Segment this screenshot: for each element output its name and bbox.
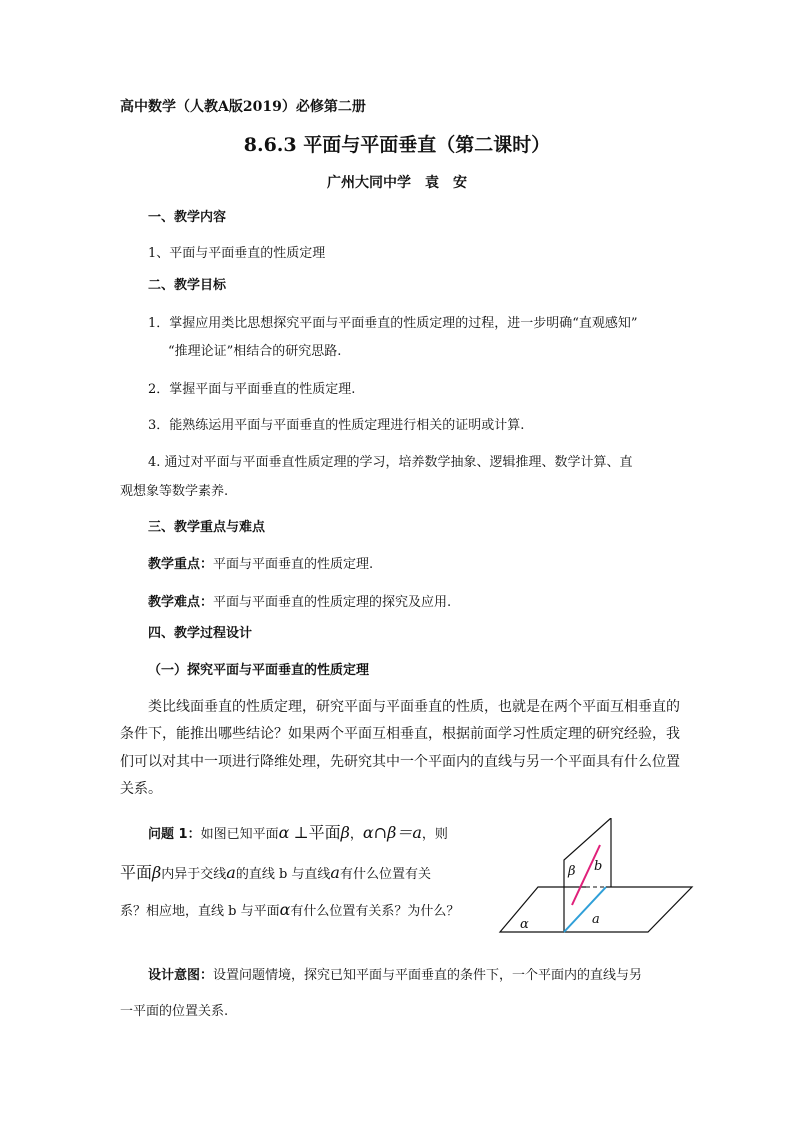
symbol-a-2: a (330, 863, 340, 882)
goal-1-line-1: 1．掌握应用类比思想探究平面与平面垂直的性质定理的过程，进一步明确“直观感知” (148, 316, 638, 331)
design-intent-line-2: 一平面的位置关系. (120, 1004, 229, 1019)
course-title: 高中数学（人教A版2019）必修第二册 (120, 99, 366, 115)
label-alpha: α (520, 917, 529, 932)
symbol-alpha-2: α (279, 900, 291, 919)
key-point-text: 平面与平面垂直的性质定理. (213, 557, 374, 572)
question-comma: ， (349, 827, 363, 842)
question-text-2c: 的直线 b 与直线 (235, 867, 331, 882)
goal-4-line-2: 观想象等数学素养. (120, 484, 229, 499)
key-point-line (148, 553, 373, 572)
section-heading-goals: 二、教学目标 (148, 278, 227, 293)
goal-1-line-2: “推理论证”相结合的研究思路. (168, 344, 342, 359)
question-text-2d: 有什么位置有关 (339, 867, 431, 882)
question-line-2 (120, 860, 431, 883)
document-title: 8.6.3 平面与平面垂直（第二课时） (243, 134, 551, 156)
goal-3: 3．能熟练运用平面与平面垂直的性质定理进行相关的证明或计算. (148, 418, 525, 433)
paragraph-line-3: 们可以对其中一项进行降维处理，先研究其中一个平面内的直线与另一个平面具有什么位置 (120, 754, 680, 770)
difficulty-label: 教学难点： (148, 595, 214, 610)
design-intent-label: 设计意图： (148, 968, 214, 983)
symbol-beta: β (340, 823, 350, 842)
key-point-label: 教学重点： (148, 557, 214, 572)
question-label: 问题 1： (148, 827, 201, 842)
perpendicular-planes-figure (498, 818, 698, 940)
question-text-1c: ，则 (421, 827, 448, 842)
section-heading-content: 一、教学内容 (148, 210, 227, 225)
goal-2: 2．掌握平面与平面垂直的性质定理. (148, 382, 356, 397)
symbol-perp: ⊥ (293, 823, 309, 842)
intersection-expression: α∩β＝a (362, 823, 422, 842)
design-intent-line-1 (148, 964, 642, 983)
question-line-3 (120, 900, 459, 919)
content-item-1: 1、平面与平面垂直的性质定理 (148, 246, 326, 261)
label-a: a (592, 912, 600, 927)
subsection-heading: （一）探究平面与平面垂直的性质定理 (148, 663, 370, 678)
design-intent-text-1: 设置问题情境，探究已知平面与平面垂直的条件下，一个平面内的直线与另 (213, 968, 643, 983)
goal-4-line-1: 4. 通过对平面与平面垂直性质定理的学习，培养数学抽象、逻辑推理、数学计算、直 (148, 455, 633, 470)
question-text-1b: 平面 (308, 823, 341, 842)
difficulty-line (148, 591, 451, 610)
paragraph-line-2: 条件下，能推出哪些结论？如果两个平面互相垂直，根据前面学习性质定理的研究经验，我 (120, 726, 680, 742)
paragraph-line-4: 关系。 (120, 781, 162, 797)
line-b (572, 845, 603, 905)
label-beta: β (568, 864, 576, 879)
label-b: b (594, 859, 603, 874)
question-text-2b: 内异于交线 (161, 867, 227, 882)
author-line: 广州大同中学 袁 安 (327, 175, 467, 191)
difficulty-text: 平面与平面垂直的性质定理的探究及应用. (213, 595, 452, 610)
question-line-1 (148, 820, 448, 843)
paragraph-line-1: 类比线面垂直的性质定理，研究平面与平面垂直的性质，也就是在两个平面互相垂直的 (148, 699, 680, 715)
question-text-1a: 如图已知平面 (200, 827, 279, 842)
question-text-2a: 平面 (120, 863, 153, 882)
symbol-a: a (226, 863, 236, 882)
symbol-alpha: α (278, 823, 290, 842)
symbol-beta-2: β (152, 863, 162, 882)
section-heading-keypoints: 三、教学重点与难点 (148, 520, 266, 535)
question-text-3b: 有什么位置有关系？为什么？ (290, 904, 460, 919)
question-text-3a: 系？相应地，直线 b 与平面 (120, 904, 280, 919)
section-heading-process: 四、教学过程设计 (148, 626, 253, 641)
